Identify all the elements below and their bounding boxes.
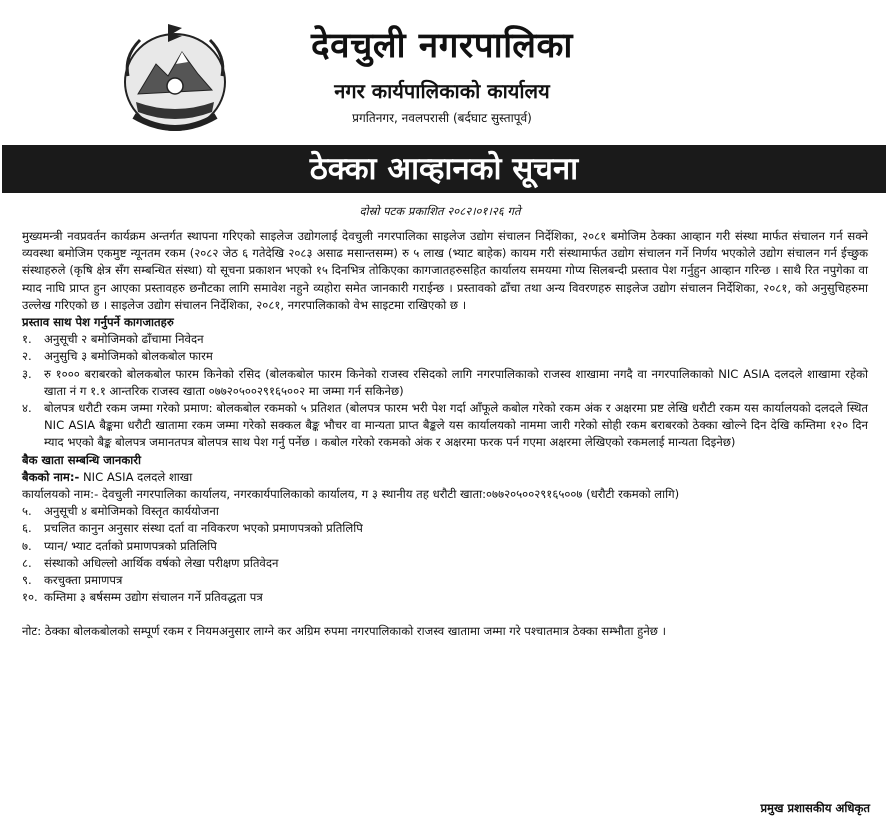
list-item-number: १०. [22, 590, 38, 605]
list-item-number: ९. [22, 573, 32, 588]
list-item [22, 572, 868, 589]
list-item-number: ७. [22, 538, 32, 553]
list-item-text: बोलपत्र धरौटी रकम जम्मा गरेको प्रमाण: बोलकबोल रकमको ५ प्रतिशत (बोलपत्र फारम भरी पेश गर्दा आँफूले कबोल गरेको रकम अंक र अक्षरमा प्रष्ट लेखि धरौटी रकम यस कार्यालयको दलदले स्थित NIC ASIA बैङ्कमा धरौटी खातामा रकम जम्मा गरेको सक्कल बैङ्क भौचर वा मान्यता प्राप्त बैङ्कले यस कार्यालयको नाममा जारी गरेको सोही रकम बराबरको ठेक्का खोल्ने दिन देखि कम्तिमा १२० दिन म्याद भएको बैङ्क बोलपत्र जमानतपत्र बोलपत्र साथ पेश गर्नु पर्नेछ । कबोल गरेको रकमको अंक र अक्षरमा फरक पर्न गएमा अक्षरमा लेखिएको रकमलाई मान्यता दिइनेछ) [44, 401, 868, 450]
list-item [22, 366, 868, 400]
bank-name-value: NIC ASIA दलदले शाखा [79, 469, 193, 484]
list-item [22, 503, 868, 520]
list-item-number: ६. [22, 521, 32, 536]
documents-heading: प्रस्ताव साथ पेश गर्नुपर्ने कागजातहरु [22, 315, 174, 330]
bank-heading: बैक खाता सम्बन्धि जानकारी [22, 452, 141, 467]
list-item-text: संस्थाको अधिल्लो आर्थिक वर्षको लेखा परीक्षण प्रतिवेदन [44, 555, 279, 570]
list-item [22, 538, 868, 555]
list-item-text: अनुसूची २ बमोजिमको ढाँचामा निवेदन [44, 332, 204, 347]
letterhead [0, 0, 888, 145]
bank-name-line [22, 469, 868, 486]
office-account-line: कार्यालयको नाम:- देवचुली नगरपालिका कार्यालय, नगरकार्यपालिकाको कार्यालय, ग ३ स्थानीय तह धरौटी खाता:०७७२०५००२९१६५००७ (धरौटी रकमको लागि) [22, 487, 680, 502]
office-subtitle: नगर कार्यपालिकाको कार्यालय [334, 79, 550, 103]
municipality-title: देवचुली नगरपालिका [311, 26, 573, 66]
list-item-number: ५. [22, 504, 32, 519]
list-item-text: रु १००० बराबरको बोलकबोल फारम किनेको रसिद (बोलकबोल फारम किनेको राजस्व रसिदको लागि नगरपालिकाको राजस्व शाखामा नगदै वा नगरपालिकाको NIC ASIA दलदले शाखामा रहेको खाता नं ग १.१ आन्तरिक राजस्व खाता ०७७२०५००२९१६५००२ मा जम्मा गर्न सकिनेछ) [44, 366, 868, 398]
list-item [22, 331, 868, 348]
list-item-text: कम्तिमा ३ बर्षसम्म उद्योग संचालन गर्ने प्रतिवद्धता पत्र [44, 590, 263, 605]
list-item-text: प्यान/ भ्याट दर्ताको प्रमाणपत्रको प्रतिलिपि [44, 538, 217, 553]
list-item-number: ४. [22, 401, 32, 416]
publication-date: दोस्रो पटक प्रकाशित २०८२।०१।२६ गते [359, 204, 521, 218]
list-item [22, 589, 868, 606]
list-item-number: ३. [22, 366, 32, 381]
bank-name-label: बैकको नाम:- [22, 469, 80, 484]
list-item-number: ८. [22, 555, 32, 570]
list-item-number: १. [22, 332, 32, 347]
nepal-government-emblem-icon [116, 16, 234, 136]
signatory-title: प्रमुख प्रशासकीय अधिकृत [760, 801, 870, 815]
office-address: प्रगतिनगर, नवलपरासी (बर्दघाट सुस्तापूर्व) [352, 111, 532, 125]
list-item-text: करचुक्ता प्रमाणपत्र [44, 573, 123, 588]
list-item [22, 348, 868, 365]
list-item-text: अनुसूची ४ बमोजिमको विस्तृत कार्ययोजना [44, 504, 219, 519]
list-item [22, 520, 868, 537]
notice-body [22, 228, 868, 641]
intro-paragraph: मुख्यमन्त्री नवप्रवर्तन कार्यक्रम अन्तर्गत स्थापना गरिएको साइलेज उद्योगलाई देवचुली नगरपालिका साइलेज उद्योग संचालन निर्देशिका, २०८१ बमोजिम ठेक्का आव्हान गरी संस्था मार्फत संचालन गर्न सक्ने व्यवस्था बमोजिम एकमुष्ट न्यूनतम रकम (२०८२ जेठ ६ गतेदेखि २०८३ असाढ मसान्तसम्म) रु ५ लाख (भ्याट बाहेक) कायम गरी संस्थामार्फत उद्योग संचालन गर्ने निर्णय भएकोले उद्योग संचालन गर्न ईच्छुक संस्थाहरुले (कृषि क्षेत्र सँग सम्बन्धित संस्था) यो सूचना प्रकाशन भएको १५ दिनभित्र तोकिएका कागजातहरुसहित कार्यालय समयमा गोप्य सिलबन्दी प्रस्ताव पेश गर्नुहुन आव्हान गरिन्छ । साथै रित नपुगेका वा म्याद नाघि प्राप्त हुन आएका प्रस्तावहरु छनौटका लागि समावेश नहुने व्यहोरा समेत जानकारी गराईन्छ । प्रस्तावको ढाँचा तथा अन्य विवरणहरु साइलेज उद्योग संचालन निर्देशिका, २०८१, को अनुसुचिहरुमा उल्लेख गरिएको छ । साइलेज उद्योग संचालन निर्देशिका, २०८१, नगरपालिकाको वेभ साइटमा राखिएको छ । [22, 229, 868, 312]
notice-banner: ठेक्का आव्हानको सूचना [2, 145, 886, 193]
list-item-text: अनुसुचि ३ बमोजिमको बोलकबोल फारम [44, 349, 213, 364]
list-item-number: २. [22, 349, 32, 364]
list-item-text: प्रचलित कानुन अनुसार संस्था दर्ता वा नविकरण भएको प्रमाणपत्रको प्रतिलिपि [44, 521, 363, 536]
note-paragraph: नोट: ठेक्का बोलकबोलको सम्पूर्ण रकम र नियमअनुसार लाग्ने कर अग्रिम रुपमा नगरपालिकाको राजस्व खातामा जम्मा गरे पश्चातमात्र ठेक्का सम्भौता हुनेछ । [22, 624, 666, 639]
list-item [22, 400, 868, 452]
list-item [22, 555, 868, 572]
